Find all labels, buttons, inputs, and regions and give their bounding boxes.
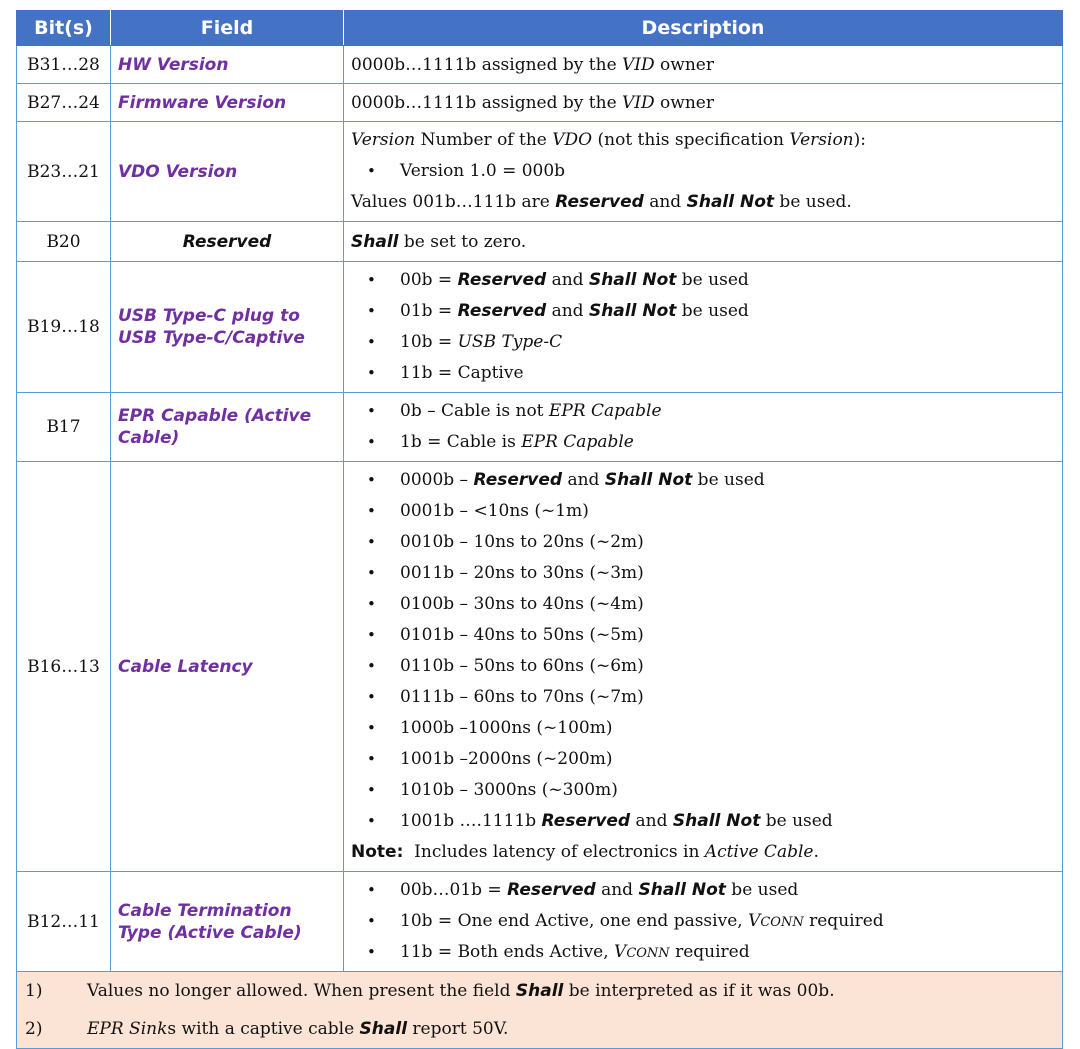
bullet-item: • 00b = Reserved and Shall Not be used — [351, 265, 1055, 296]
spec-table-container — [16, 10, 1062, 1049]
bullet-item: • Version 1.0 = 000b — [351, 156, 1055, 187]
bullet-item: • 10b = One end Active, one end passive, VCONN required — [351, 906, 1055, 937]
bullet-item: • 0100b – 30ns to 40ns (~4m) — [351, 589, 1055, 620]
field-name: Cable Latency — [111, 462, 344, 872]
bits-cell: B19…18 — [17, 262, 111, 393]
field-name: HW Version — [111, 46, 344, 84]
bullet-item: • 0010b – 10ns to 20ns (~2m) — [351, 527, 1055, 558]
description-cell — [344, 122, 1063, 222]
description-cell — [344, 46, 1063, 84]
bullet-item: • 11b = Both ends Active, VCONN required — [351, 937, 1055, 968]
table-row — [17, 262, 1063, 393]
bits-cell: B27…24 — [17, 84, 111, 122]
bullet-item: • 1b = Cable is EPR Capable — [351, 427, 1055, 458]
bits-cell: B16…13 — [17, 462, 111, 872]
table-header-row — [17, 11, 1063, 46]
description-cell — [344, 393, 1063, 462]
field-name: Firmware Version — [111, 84, 344, 122]
header-description: Description — [344, 11, 1063, 46]
field-name: VDO Version — [111, 122, 344, 222]
note-line: Note: Includes latency of electronics in Active Cable. — [351, 842, 819, 862]
bullet-item: • 00b…01b = Reserved and Shall Not be used — [351, 875, 1055, 906]
description-cell — [344, 84, 1063, 122]
desc-line: Values 001b…111b are Reserved and Shall Not be used. — [351, 192, 852, 212]
table-row — [17, 872, 1063, 972]
bits-cell: B12…11 — [17, 872, 111, 972]
bullet-item: • 1010b – 3000ns (~300m) — [351, 775, 1055, 806]
description-cell — [344, 262, 1063, 393]
description-cell: Shall be set to zero. — [344, 222, 1063, 262]
footnote-2: 2) EPR Sinks with a captive cable Shall report 50V. — [25, 1019, 509, 1039]
desc-term: VID — [622, 92, 655, 113]
bullet-item: • 01b = Reserved and Shall Not be used — [351, 296, 1055, 327]
cable-vdo-field-table — [16, 10, 1063, 1049]
description-cell — [344, 462, 1063, 872]
table-row — [17, 84, 1063, 122]
desc-text: owner — [654, 54, 714, 75]
field-name: EPR Capable (Active Cable) — [111, 393, 344, 462]
bullet-item: • 0000b – Reserved and Shall Not be used — [351, 465, 1055, 496]
footnote-1: 1) Values no longer allowed. When present the field Shall be interpreted as if it was 00b. — [25, 981, 835, 1001]
bullet-item: • 0011b – 20ns to 30ns (~3m) — [351, 558, 1055, 589]
field-name: Cable Termination Type (Active Cable) — [111, 872, 344, 972]
header-field: Field — [111, 11, 344, 46]
table-row — [17, 462, 1063, 872]
bullet-item: • 1001b –2000ns (~200m) — [351, 744, 1055, 775]
bits-cell: B20 — [17, 222, 111, 262]
header-bits: Bit(s) — [17, 11, 111, 46]
bits-cell: B31…28 — [17, 46, 111, 84]
desc-term: VID — [622, 54, 655, 75]
table-row — [17, 222, 1063, 262]
field-name: USB Type-C plug to USB Type-C/Captive — [111, 262, 344, 393]
bullet-item: • 10b = USB Type-C — [351, 327, 1055, 358]
footnotes-cell — [17, 972, 1063, 1049]
desc-text: 0000b…1111b assigned by the — [351, 54, 623, 75]
bullet-item: • 0101b – 40ns to 50ns (~5m) — [351, 620, 1055, 651]
bits-cell: B17 — [17, 393, 111, 462]
field-name: Reserved — [111, 222, 344, 262]
desc-text: owner — [654, 92, 714, 113]
bullet-item: • 0001b – <10ns (~1m) — [351, 496, 1055, 527]
bullet-item: • 1000b –1000ns (~100m) — [351, 713, 1055, 744]
desc-text: 0000b…1111b assigned by the — [351, 92, 623, 113]
bullet-item: • 0110b – 50ns to 60ns (~6m) — [351, 651, 1055, 682]
bullet-item: • 11b = Captive — [351, 358, 1055, 389]
bullet-item: • 0111b – 60ns to 70ns (~7m) — [351, 682, 1055, 713]
footnotes-row — [17, 972, 1063, 1049]
bullet-item: • 0b – Cable is not EPR Capable — [351, 396, 1055, 427]
bits-cell: B23…21 — [17, 122, 111, 222]
desc-line: Version Number of the VDO (not this specification Version): — [351, 130, 866, 150]
description-cell — [344, 872, 1063, 972]
table-row — [17, 46, 1063, 84]
bullet-item: • 1001b ….1111b Reserved and Shall Not be used — [351, 806, 1055, 837]
table-row — [17, 122, 1063, 222]
table-row — [17, 393, 1063, 462]
